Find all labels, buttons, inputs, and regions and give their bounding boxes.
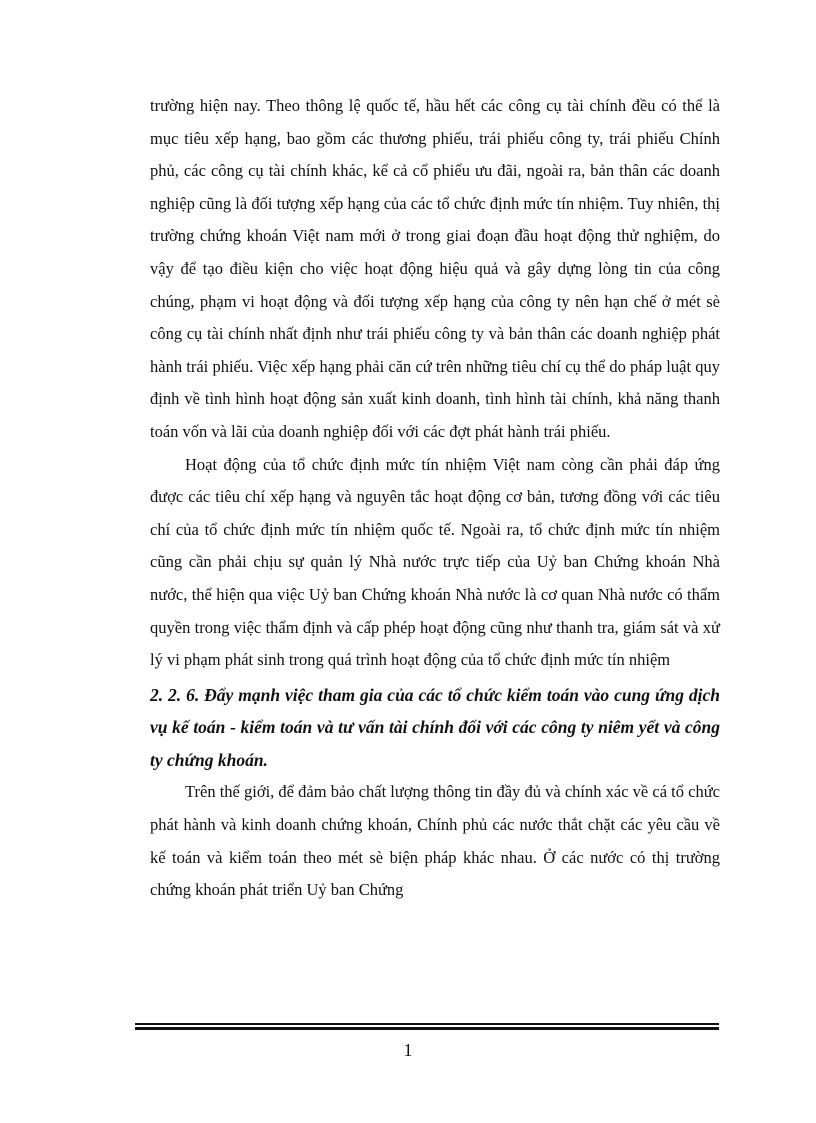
body-paragraph-1: trường hiện nay. Theo thông lệ quốc tế, hầu hết các công cụ tài chính đều có thể là mục tiêu xếp hạng, bao gồm các thương phiếu, trái phiếu công ty, trái phiếu Chính phủ, các công cụ tài chính khác, kể cả cổ phiếu ưu đãi, ngoài ra, bản thân các doanh nghiệp cũng là đối tượng xếp hạng của các tổ chức định mức tín nhiệm. Tuy nhiên, thị trường chứng khoán Việt nam mới ở trong giai đoạn đầu hoạt động thử nghiệm, do vậy để tạo điều kiện cho việc hoạt động hiệu quả và gây dựng lòng tin của công chúng, phạm vi hoạt động và đối tượng xếp hạng của công ty nên hạn chế ở mét sè công cụ tài chính nhất định như trái phiếu công ty và bản thân các doanh nghiệp phát hành trái phiếu. Việc xếp hạng phải căn cứ trên những tiêu chí cụ thể do pháp luật quy định về tình hình hoạt động sản xuất kinh doanh, tình hình tài chính, khả năng thanh toán vốn và lãi của doanh nghiệp đối với các đợt phát hành trái phiếu.	[150, 96, 720, 441]
page-content	[150, 90, 720, 907]
body-paragraph-3: Trên thế giới, để đảm bảo chất lượng thông tin đầy đủ và chính xác về cá tổ chức phát hành và kinh doanh chứng khoán, Chính phủ các nước thắt chặt các yêu cầu về kế toán và kiểm toán theo mét sè biện pháp khác nhau. Ở các nước có thị trường chứng khoán phát triển Uỷ ban Chứng	[150, 782, 720, 900]
section-heading: 2. 2. 6. Đẩy mạnh việc tham gia của các tổ chức kiểm toán vào cung ứng dịch vụ kế toán - kiểm toán và tư vấn tài chính đối với các công ty niêm yết và công ty chứng khoán.	[150, 684, 720, 770]
body-paragraph-2: Hoạt động của tổ chức định mức tín nhiệm Việt nam còng cần phải đáp ứng được các tiêu chí xếp hạng và nguyên tắc hoạt động cơ bản, tương đồng với các tiêu chí của tổ chức định mức tín nhiệm quốc tế. Ngoài ra, tổ chức định mức tín nhiệm cũng cần phải chịu sự quản lý Nhà nước trực tiếp của Uỷ ban Chứng khoán Nhà nước, thể hiện qua việc Uỷ ban Chứng khoán Nhà nước là cơ quan Nhà nước có thẩm quyền trong việc thẩm định và cấp phép hoạt động cũng như thanh tra, giám sát và xử lý vi phạm phát sinh trong quá trình hoạt động của tổ chức định mức tín nhiệm	[150, 454, 720, 670]
page-number: 1	[403, 1040, 413, 1060]
footer-double-rule	[135, 1023, 719, 1030]
